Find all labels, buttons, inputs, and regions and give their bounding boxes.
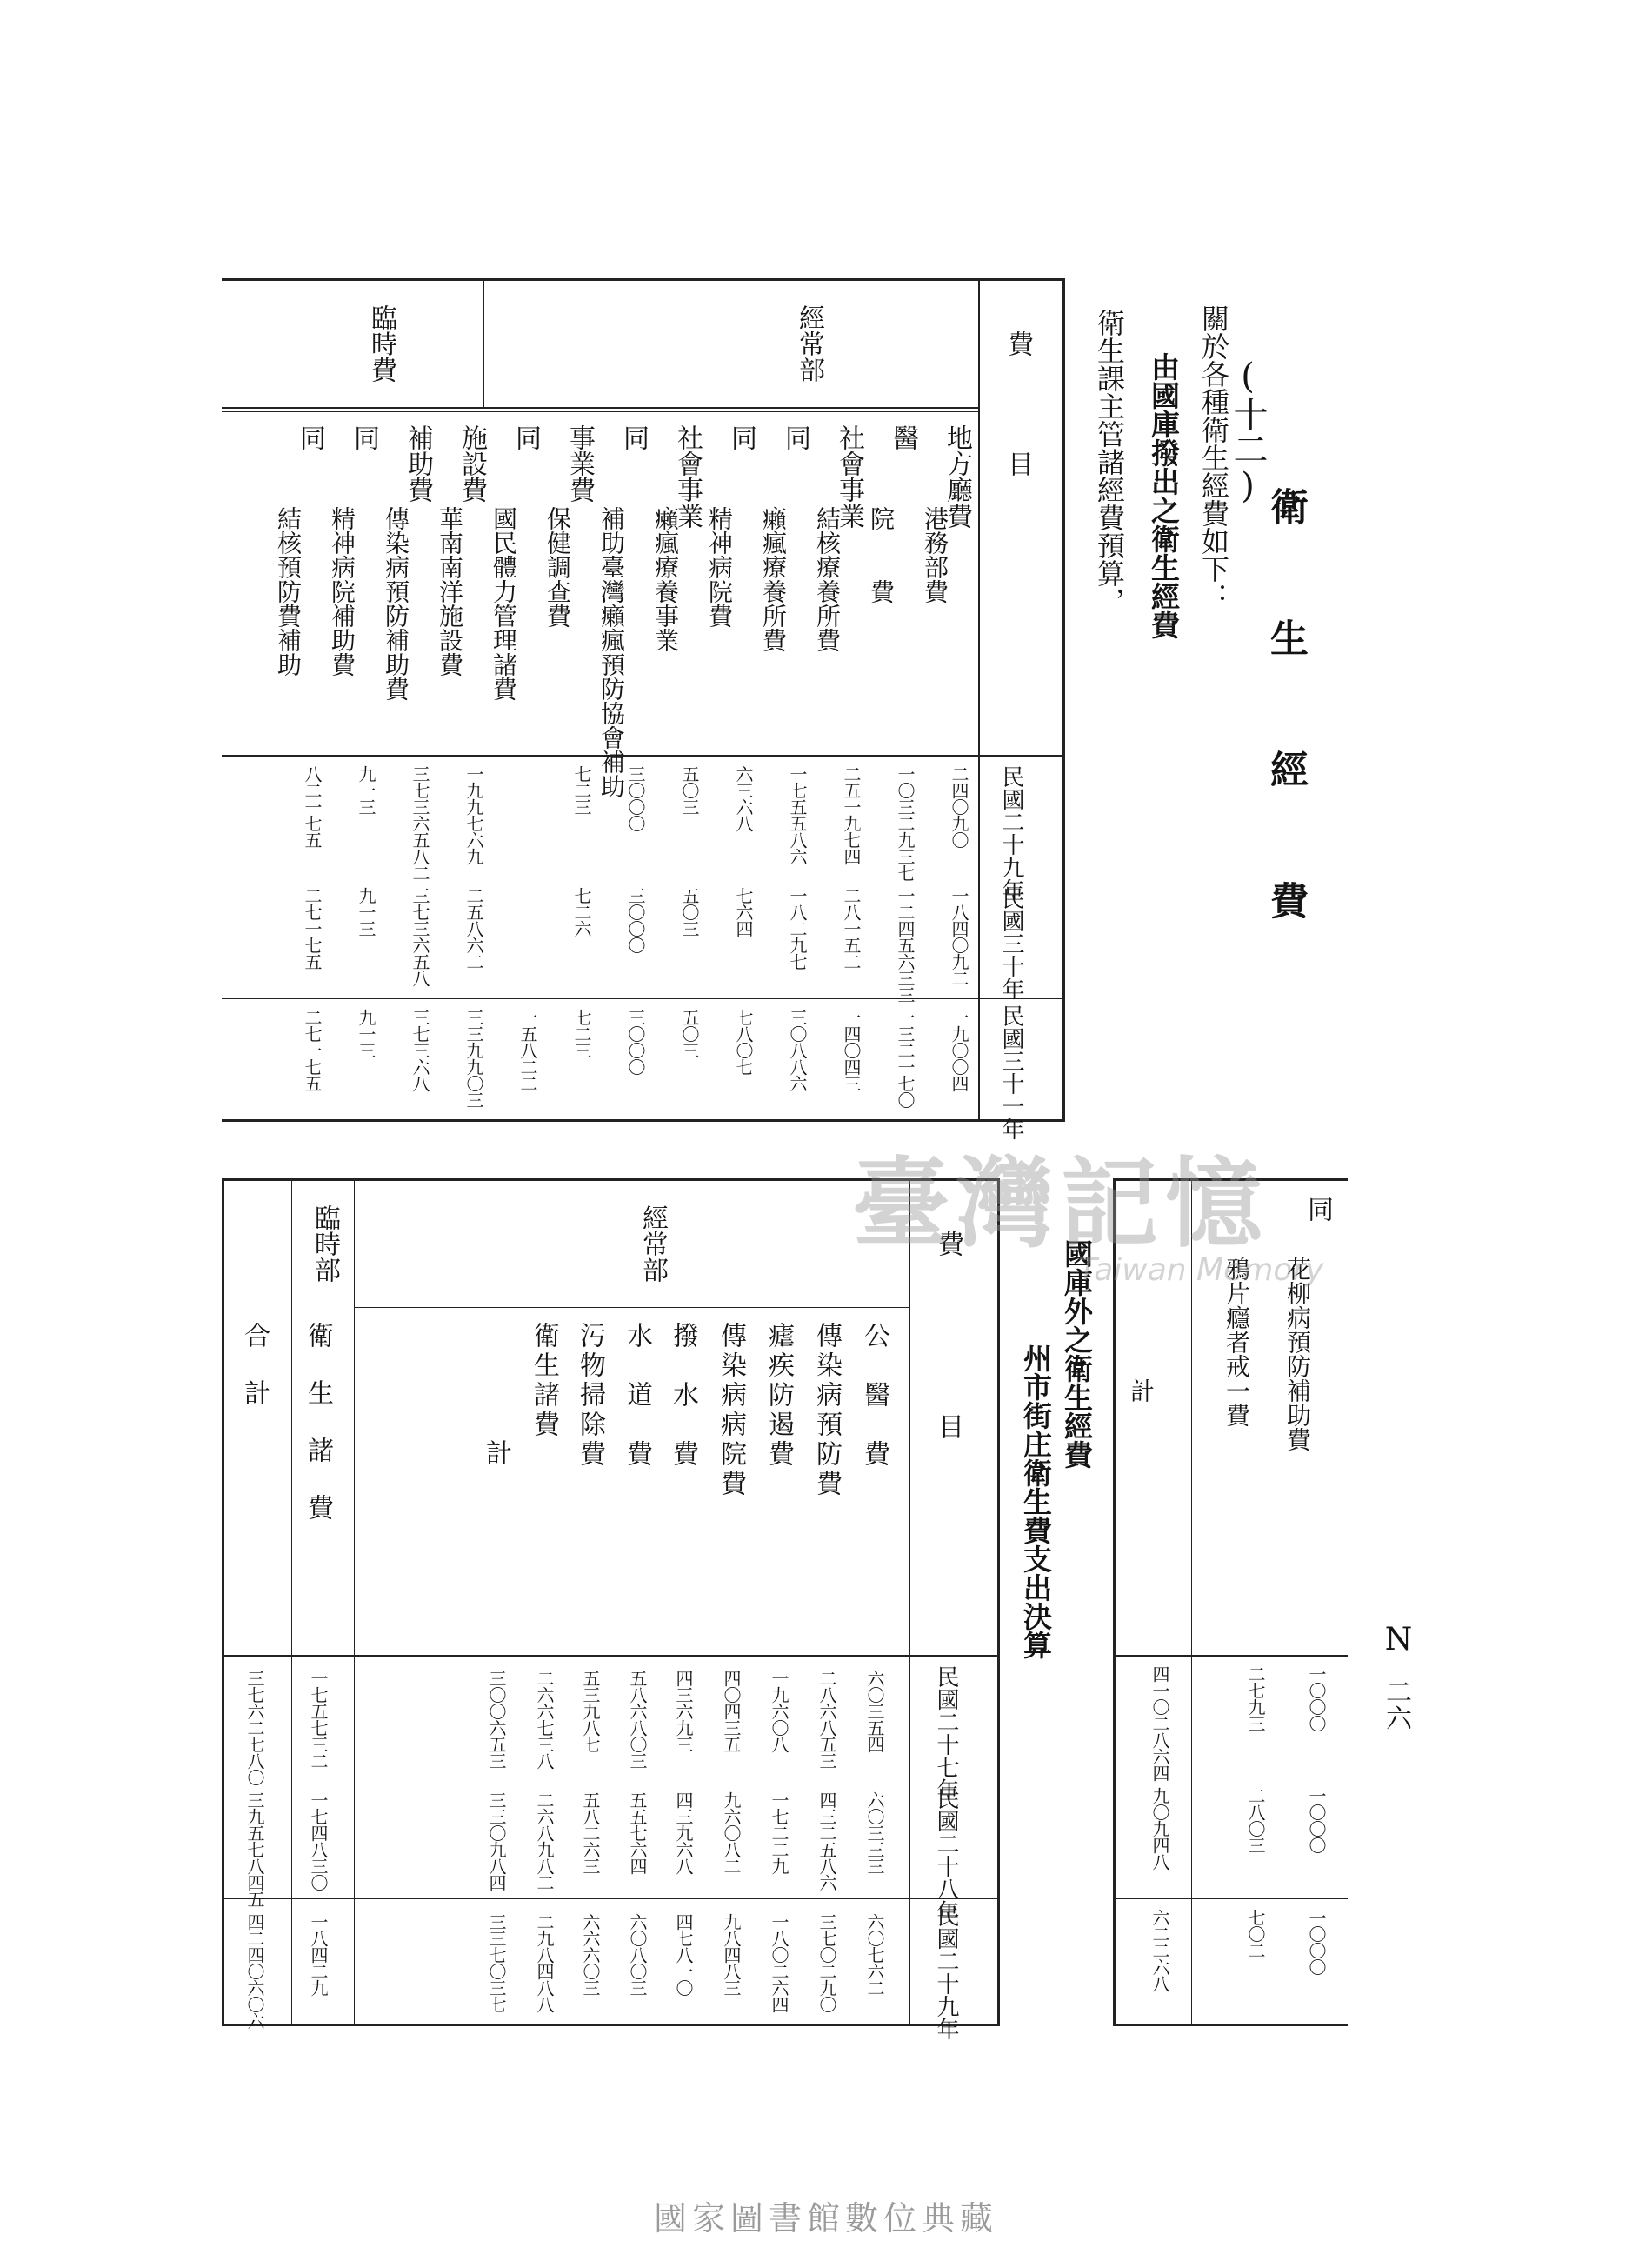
table2-row-item: 合計 — [239, 1322, 270, 1437]
table1-row-category: 同 — [726, 424, 756, 450]
table2-cell-value: 五八六八〇三 — [627, 1670, 648, 1769]
table-national-budget — [222, 278, 1065, 1140]
table2-cell-value: 二八六八五三 — [816, 1670, 837, 1769]
table1-cell-value: 七二三 — [571, 765, 592, 815]
table1-cell-value: 一八四〇九二 — [949, 887, 969, 986]
table1-row-category: 社會事業 — [672, 424, 703, 529]
table1-cont-cell-value: 六二二六八 — [1149, 1909, 1170, 1991]
table1-cell-value: 一八二九七 — [787, 887, 808, 970]
table2-cell-value: 六〇七六二 — [864, 1913, 885, 1996]
table2-row-item: 衛生諸費 — [303, 1322, 333, 1551]
table1-row-category: 地方廳費 — [942, 424, 972, 529]
table1-cell-value: 三三九九〇三 — [463, 1009, 484, 1108]
table1-row-item: 結核療養所費 — [813, 506, 842, 652]
table2-cell-value: 六〇八〇三 — [627, 1913, 648, 1996]
table1-row-category: 同 — [349, 424, 379, 450]
table1-cell-value: 一二四五六三三 — [895, 887, 916, 1003]
table2-row-item: 公 醫 費 — [859, 1322, 889, 1470]
table1-row-item: 華南南洋施設費 — [436, 506, 464, 677]
table2-cell-value: 三七六二七八〇 — [244, 1670, 265, 1785]
table1-cont-cell-value: 一〇〇〇 — [1306, 1665, 1327, 1731]
table2-cell-value: 九六〇八二 — [721, 1791, 742, 1874]
table1-cell-value: 二七一七五 — [302, 1009, 323, 1091]
table1-cell-value: 七六四 — [733, 887, 754, 937]
table2-cell-value: 三〇〇六五三 — [486, 1670, 507, 1769]
table2-cell-value: 四二四〇六〇六 — [244, 1913, 265, 2029]
table1-cell-value: 一九〇〇四 — [949, 1009, 969, 1091]
table1-cell-value: 三〇八八六 — [787, 1009, 808, 1091]
table1-cell-value: 二四〇九〇 — [949, 765, 969, 848]
table1-cont-row-item: 計 — [1127, 1378, 1156, 1403]
section-number-paren-open: ( — [1228, 357, 1268, 397]
table1-group-temporary: 臨時費 — [366, 304, 396, 383]
table1-cont-cell-value: 七〇二 — [1245, 1909, 1266, 1958]
table2-cell-value: 三七〇二九〇 — [816, 1913, 837, 2012]
section-number — [1228, 357, 1268, 506]
table1-cont-row-category: 同 — [1302, 1196, 1333, 1222]
table1-cell-value: 五〇三 — [679, 887, 700, 937]
table1-cell-value: 一九九七六九 — [463, 765, 484, 864]
table1-cell-value: 七二三 — [571, 1009, 592, 1058]
table1-cell-value: 九一三 — [356, 887, 376, 937]
table2-row-item: 撥 水 費 — [668, 1322, 698, 1470]
table2-cell-value: 一七四八三〇 — [308, 1791, 329, 1891]
table2-row-item: 傳染病預防費 — [811, 1322, 842, 1499]
table2-cell-value: 二六八九八二 — [534, 1791, 555, 1891]
table1-row-category: 社會事業 — [834, 424, 864, 529]
table2-year-1: 民國二十七年 — [933, 1665, 959, 1801]
table1-row-item: 國民體力管理諸費 — [490, 506, 518, 701]
watermark-caption: Taiwan Memory — [1078, 1252, 1324, 1288]
table1-row-item: 傳染病預防補助費 — [382, 506, 410, 701]
table1-row-item: 港務部費 — [921, 506, 949, 604]
table1-cell-value: 三七三六五八 — [410, 887, 430, 986]
table1-cont-cell-value: 一〇〇〇 — [1306, 1787, 1327, 1853]
table1-cell-value: 七二六 — [571, 887, 592, 937]
table1-cell-value: 三〇〇〇 — [625, 765, 646, 831]
table1-cell-value: 一七五五八六 — [787, 765, 808, 864]
table1-row-item: 結核預防費補助 — [274, 506, 303, 677]
table1-cell-value: 二五一九七四 — [841, 765, 862, 864]
table1-cell-value: 一四〇四三 — [841, 1009, 862, 1091]
table1-row-category: 補助費 — [403, 424, 433, 503]
table1-row-category: 醫 — [888, 424, 918, 450]
table2-cell-value: 一八〇二六四 — [769, 1913, 789, 2012]
table1-cell-value: 一三二一七〇 — [895, 1009, 916, 1108]
table2-cell-value: 四七八一〇 — [673, 1913, 694, 1996]
table1-cont-row-item: 花柳病預防補助費 — [1283, 1257, 1312, 1451]
table1-cell-value: 七八〇七 — [733, 1009, 754, 1075]
table2-row-item: 污物掃除費 — [575, 1322, 605, 1470]
table1-year-2: 民國三十年 — [998, 887, 1024, 1000]
table1-row-category: 施設費 — [456, 424, 487, 503]
table1-row-category: 同 — [510, 424, 541, 450]
table1-cell-value: 二八一五二 — [841, 887, 862, 970]
subheading-local-b: 州市街庄衛生費支出決算 — [1019, 1344, 1053, 1659]
table1-row-item: 癩瘋療養事業 — [651, 506, 680, 652]
section-title: 衛 生 經 費 — [1263, 487, 1308, 944]
table1-row-category: 同 — [295, 424, 325, 450]
table1-head-item: 費 目 — [1003, 330, 1033, 490]
table1-cont-cell-value: 四一〇二八六四 — [1149, 1665, 1170, 1781]
table2-cell-value: 六〇三三三 — [864, 1791, 885, 1874]
subheading-local: 國庫外之衛生經費 — [1060, 1239, 1094, 1469]
table1-cell-value: 三〇〇〇 — [625, 1009, 646, 1075]
table1-cell-value: 六三六八 — [733, 765, 754, 831]
table1-row-category: 事業費 — [564, 424, 595, 503]
watermark-logo: 臺灣記憶 — [852, 1147, 1269, 1261]
table1-row-item: 保健調查費 — [543, 506, 572, 628]
table2-group-ordinary: 經常部 — [637, 1204, 668, 1283]
table1-cell-value: 五〇三 — [679, 765, 700, 815]
intro-text: 關於各種衛生經費如下： — [1197, 304, 1230, 610]
table2-cell-value: 五五七六四 — [627, 1791, 648, 1874]
table-national-budget-continued — [1113, 1178, 1348, 2026]
subheading-national: 由國庫撥出之衛生經費 — [1147, 352, 1181, 639]
table2-cell-value: 二六六七三八 — [534, 1670, 555, 1769]
table1-cont-cell-value: 一〇〇〇 — [1306, 1909, 1327, 1975]
table1-row-category: 同 — [780, 424, 810, 450]
table1-cell-value: 九一三 — [356, 1009, 376, 1058]
table1-year-3: 民國三十一年 — [998, 1004, 1024, 1140]
table2-cell-value: 三九五七八四五 — [244, 1791, 265, 1907]
table2-row-item: 傳染病病院費 — [716, 1322, 746, 1499]
subheading-national-note: 衛生課主管諸經費預算， — [1093, 309, 1126, 615]
table2-cell-value: 一九六〇八 — [769, 1670, 789, 1752]
table2-cell-value: 四三二五八六 — [816, 1791, 837, 1891]
table2-cell-value: 六六六〇三 — [580, 1913, 601, 1996]
page-letter: N — [1381, 1622, 1416, 1657]
table2-row-item: 瘧疾防遏費 — [763, 1322, 794, 1470]
table1-row-category: 同 — [618, 424, 649, 450]
table1-cell-value: 五〇三 — [679, 1009, 700, 1058]
page-number: 二六 — [1381, 1678, 1411, 1731]
table1-cell-value: 三〇〇〇 — [625, 887, 646, 953]
table2-group-temporary: 臨時部 — [310, 1204, 340, 1283]
table1-cell-value: 三七三六五八二 — [410, 765, 430, 881]
table2-head-item: 費 目 — [933, 1231, 963, 1474]
table1-row-item: 院 費 — [867, 506, 896, 604]
table1-cont-row-item: 鴉片癮者戒一費 — [1222, 1257, 1251, 1427]
table2-cell-value: 六〇三五四 — [864, 1670, 885, 1752]
table2-cell-value: 九八四八三 — [721, 1913, 742, 1996]
table1-cont-cell-value: 二八〇三 — [1245, 1787, 1266, 1853]
table-local-expenditure — [222, 1178, 1000, 2040]
table2-cell-value: 一七二二九 — [769, 1791, 789, 1874]
table1-cont-cell-value: 二七九三 — [1245, 1665, 1266, 1731]
table2-row-item: 水 道 費 — [622, 1322, 652, 1470]
table2-cell-value: 一八四二九 — [308, 1913, 329, 1996]
table2-cell-value: 三三〇九八四 — [486, 1791, 507, 1891]
table1-cell-value: 一五八二二 — [517, 1009, 538, 1091]
section-number-paren-close: ) — [1228, 466, 1268, 506]
table1-year-1: 民國二十九年 — [998, 765, 1024, 901]
table2-cell-value: 一七五七三二 — [308, 1670, 329, 1769]
footer-credit: 國家圖書館數位典藏 — [653, 2199, 998, 2238]
table2-cell-value: 三三七〇三七 — [486, 1913, 507, 2012]
table2-row-item: 衛生諸費 — [529, 1322, 559, 1440]
table1-cell-value: 八二一七五 — [302, 765, 323, 848]
table2-row-item: 計 — [481, 1439, 511, 1469]
table1-row-item: 補助臺灣癩瘋預防協會補助 — [597, 506, 626, 798]
table1-row-item: 癩瘋療養所費 — [759, 506, 788, 652]
table2-cell-value: 四三九六八 — [673, 1791, 694, 1874]
table2-year-2: 民國二十八年 — [933, 1787, 959, 1923]
table2-cell-value: 四〇四三五 — [721, 1670, 742, 1752]
table1-cell-value: 九一三 — [356, 765, 376, 815]
table1-cell-value: 三七三六八 — [410, 1009, 430, 1091]
table1-row-item: 精神病院補助費 — [328, 506, 356, 677]
table1-group-ordinary: 經常部 — [794, 304, 824, 383]
table2-cell-value: 五八二六三 — [580, 1791, 601, 1874]
table1-row-item: 精神病院費 — [705, 506, 734, 628]
table1-cont-cell-value: 九〇九四八 — [1149, 1787, 1170, 1870]
table2-year-3: 民國二十九年 — [933, 1904, 959, 2040]
table2-cell-value: 四三六九三 — [673, 1670, 694, 1752]
table1-cell-value: 一〇三二九三七 — [895, 765, 916, 881]
table1-cell-value: 二七一七五 — [302, 887, 323, 970]
section-number-text: 十二 — [1228, 397, 1268, 466]
table2-cell-value: 五三九八七 — [580, 1670, 601, 1752]
table1-cell-value: 二五八六二 — [463, 887, 484, 970]
table2-cell-value: 二九八四八八 — [534, 1913, 555, 2012]
